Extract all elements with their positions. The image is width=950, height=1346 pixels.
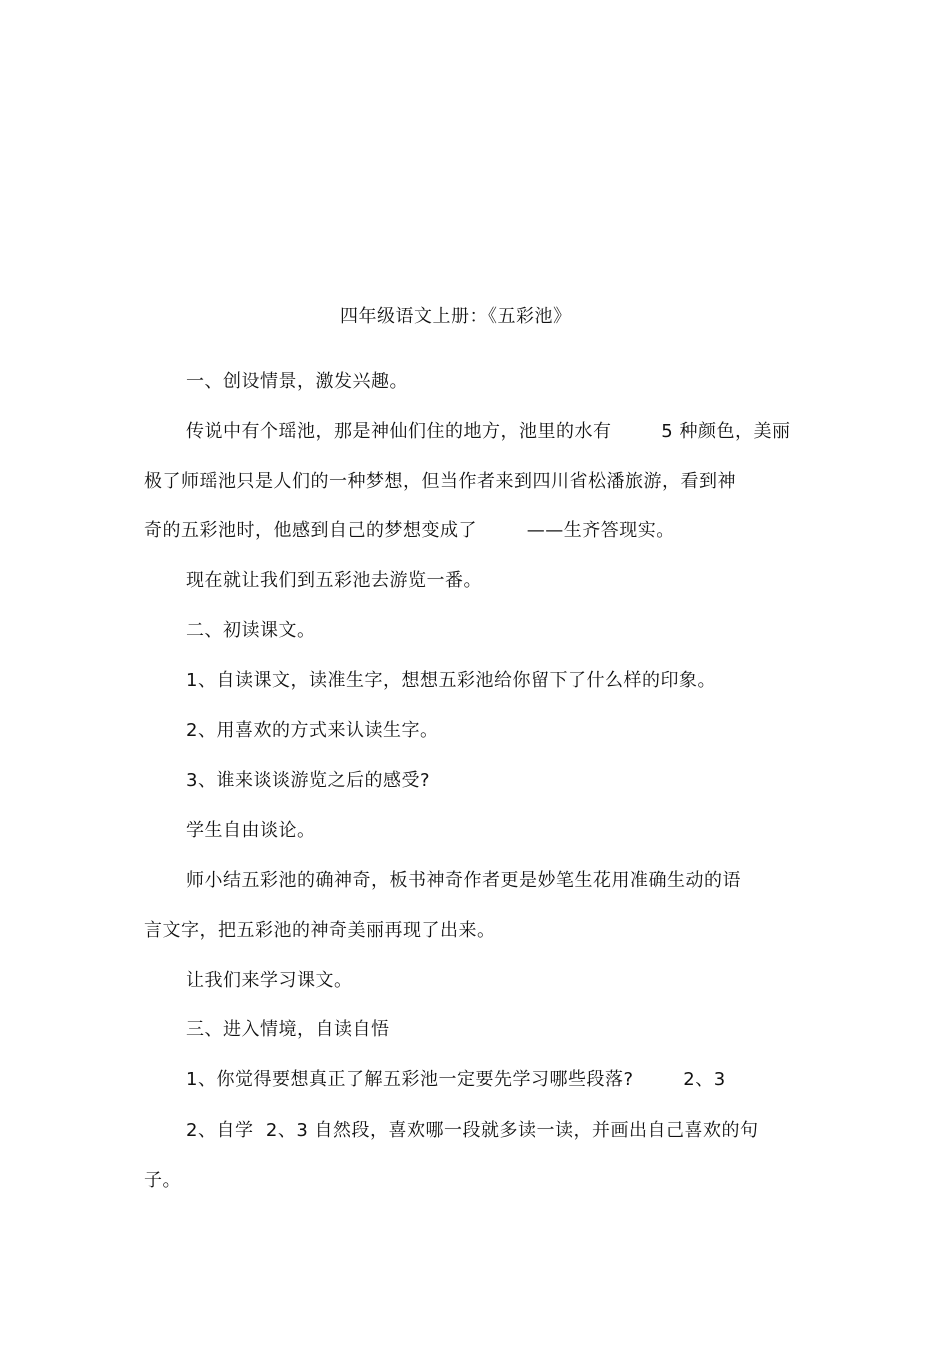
list-item: 1、你觉得要想真正了解五彩池一定要先学习哪些段落? 2、3: [186, 1069, 726, 1090]
list-item: 2、自学 2、3 自然段，喜欢哪一段就多读一读，并画出自己喜欢的句: [186, 1120, 759, 1141]
section-heading-1: 一、创设情景，激发兴趣。: [186, 371, 408, 392]
paragraph-line: 传说中有个瑶池，那是神仙们住的地方，池里的水有 5 种颜色，美丽: [186, 421, 791, 442]
list-item: 1、自读课文，读准生字，想想五彩池给你留下了什么样的印象。: [186, 670, 716, 691]
section-heading-2: 二、初读课文。: [186, 620, 316, 641]
paragraph-line: 现在就让我们到五彩池去游览一番。: [186, 570, 482, 591]
paragraph-line: 奇的五彩池时，他感到自己的梦想变成了 ——生齐答现实。: [144, 520, 675, 541]
document-title: 四年级语文上册：《五彩池》: [340, 306, 572, 327]
list-item: 2、用喜欢的方式来认读生字。: [186, 720, 439, 741]
paragraph-line: 言文字，把五彩池的神奇美丽再现了出来。: [144, 920, 496, 941]
paragraph-line: 学生自由谈论。: [186, 820, 316, 841]
section-heading-3: 三、进入情境，自读自悟: [186, 1019, 390, 1040]
list-item: 3、谁来谈谈游览之后的感受?: [186, 770, 431, 791]
paragraph-line: 师小结五彩池的确神奇，板书神奇作者更是妙笔生花用准确生动的语: [186, 870, 741, 891]
paragraph-line: 子。: [144, 1170, 181, 1191]
paragraph-line: 极了师瑶池只是人们的一种梦想，但当作者来到四川省松潘旅游，看到神: [144, 471, 736, 492]
paragraph-line: 让我们来学习课文。: [186, 970, 353, 991]
